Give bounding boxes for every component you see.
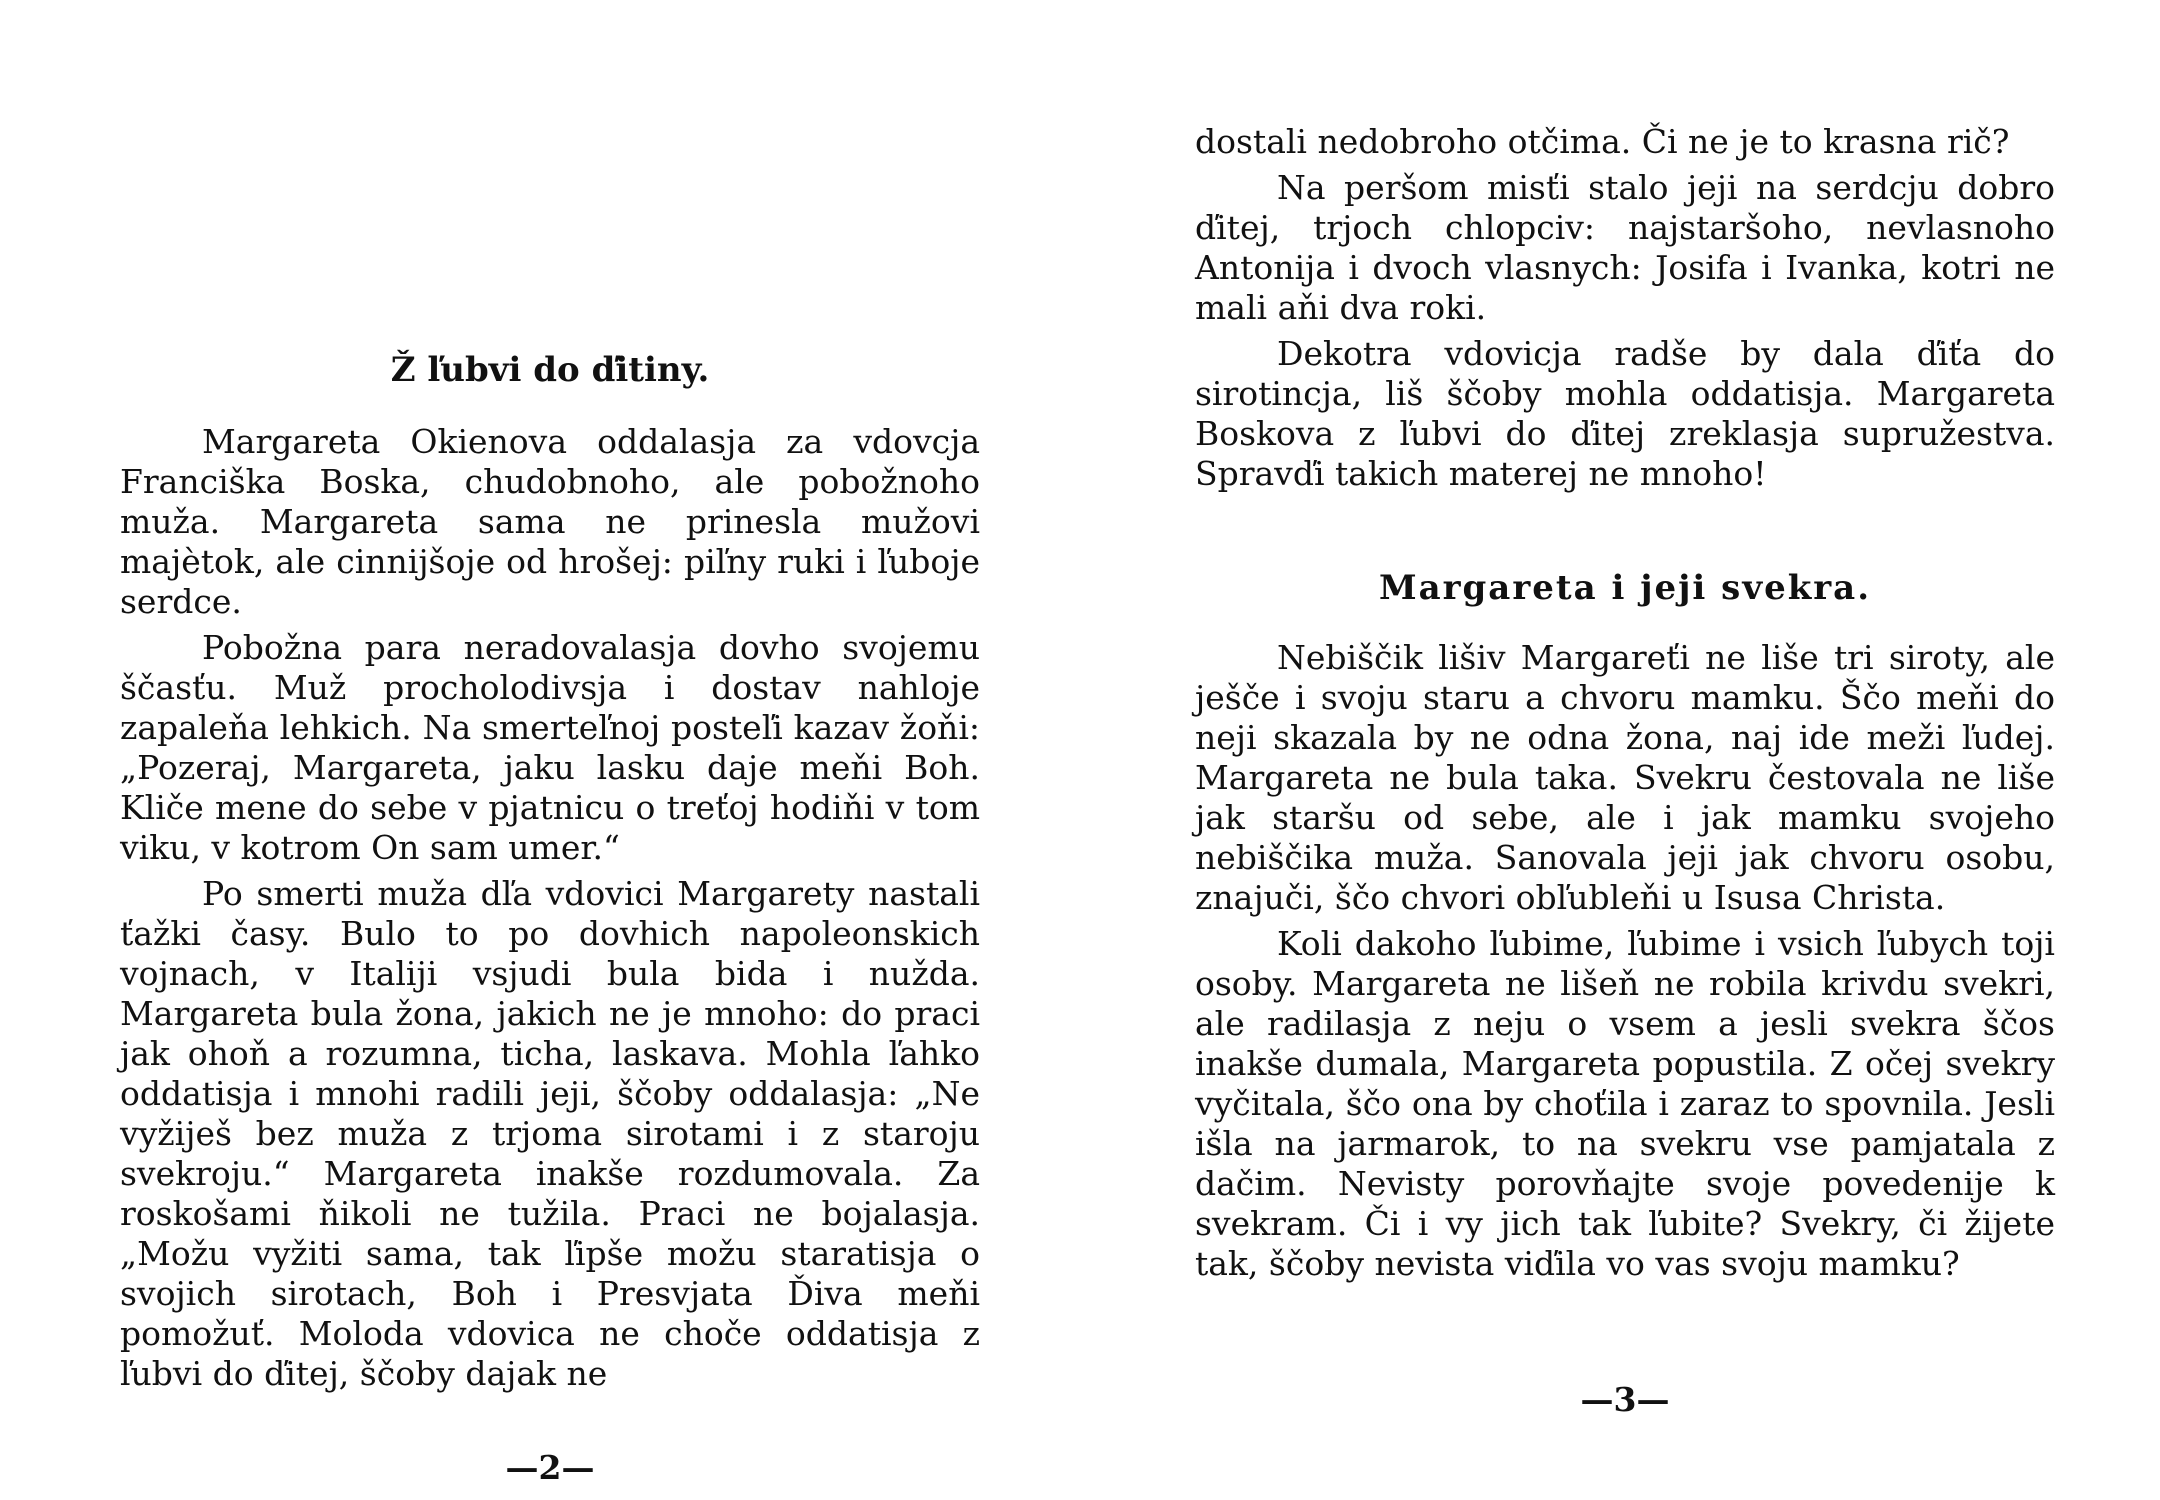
chapter-heading: Margareta i jeji svekra. bbox=[1378, 568, 1872, 608]
paragraph: Dekotra vdovicja radše by dala ďiťa do sirotincja, liš ščoby mohla oddatisja. Margareta Boskova z ľubvi do ďitej zreklasja supružestva. Spravďi takich materej ne mnoho! bbox=[1195, 334, 2055, 493]
right-body-text-bottom bbox=[1195, 638, 2055, 1290]
paragraph: Nebiščik lišiv Margareťi ne liše tri siroty, ale ješče i svoju staru a chvoru mamku. Ščo meňi do neji skazala by ne odna žona, naj ide meži ľudej. Margareta ne bula taka. Svekru čestovala ne liše jak staršu od sebe, ale i jak mamku svojeho nebiščika muža. Sanovala jeji jak chvoru osobu, znajuči, ščo chvori obľubleňi u Isusa Christa. bbox=[1195, 638, 2055, 917]
left-page bbox=[120, 0, 980, 1500]
right-body-text-top bbox=[1195, 122, 2055, 500]
paragraph: dostali nedobroho otčima. Či ne je to krasna rič? bbox=[1195, 122, 2010, 161]
paragraph: Margareta Okienova oddalasja za vdovcja Franciška Boska, chudobnoho, ale pobožnoho muža. Margareta sama ne prinesla mužovi majètok, ale cinnijšoje od hrošej: piľny ruki i ľuboje serdce. bbox=[120, 422, 980, 621]
page-number: —2— bbox=[505, 1448, 595, 1487]
left-body-text bbox=[120, 422, 980, 1400]
paragraph: Po smerti muža dľa vdovici Margarety nastali ťažki časy. Bulo to po dovhich napoleonskich vojnach, v Italiji vsjudi bula bida i nužda. Margareta bula žona, jakich ne je mnoho: do praci jak ohoň a rozumna, ticha, laskava. Mohla ľahko oddatisja i mnohi radili jeji, ščoby oddalasja: „Ne vyžiješ bez muža z trjoma sirotami i z staroju svekroju.“ Margareta inakše rozdumovala. Za roskošami ňikoli ne tužila. Praci ne bojalasja. „Možu vyžiti sama, tak ľipše možu staratisja o svojich sirotach, Boh i Presvjata Ďiva meňi pomožuť. Moloda vdovica ne choče oddatisja z ľubvi do ďitej, ščoby dajak ne bbox=[120, 874, 980, 1393]
paragraph: Pobožna para neradovalasja dovho svojemu ščasťu. Muž procholodivsja i dostav nahloje zapaleňa lehkich. Na smerteľnoj posteľi kazav žoňi: „Pozeraj, Margareta, jaku lasku daje meňi Boh. Kliče mene do sebe v pjatnicu o treťoj hodiňi v tom viku, v kotrom On sam umer.“ bbox=[120, 628, 980, 867]
page-number: —3— bbox=[1580, 1380, 1670, 1419]
right-page bbox=[1195, 0, 2055, 1500]
chapter-heading: Ž ľubvi do ďitiny. bbox=[390, 350, 710, 390]
paragraph: Koli dakoho ľubime, ľubime i vsich ľubych toji osoby. Margareta ne lišeň ne robila krivdu svekri, ale radilasja z neju o vsem a jesli svekra ščos inakše dumala, Margareta popustila. Z očej svekry vyčitala, ščo ona by choťila i zaraz to spovnila. Jesli išla na jarmarok, to na svekru vse pamjatala z dačim. Nevisty porovňajte svoje povedenije k svekram. Či i vy jich tak ľubite? Svekry, či žijete tak, ščoby nevista viďila vo vas svoju mamku? bbox=[1195, 924, 2055, 1283]
paragraph: Na peršom misťi stalo jeji na serdcju dobro ďitej, trjoch chlopciv: najstaršoho, nevlasnoho Antonija i dvoch vlasnych: Josifa i Ivanka, kotri ne mali aňi dva roki. bbox=[1195, 168, 2055, 327]
